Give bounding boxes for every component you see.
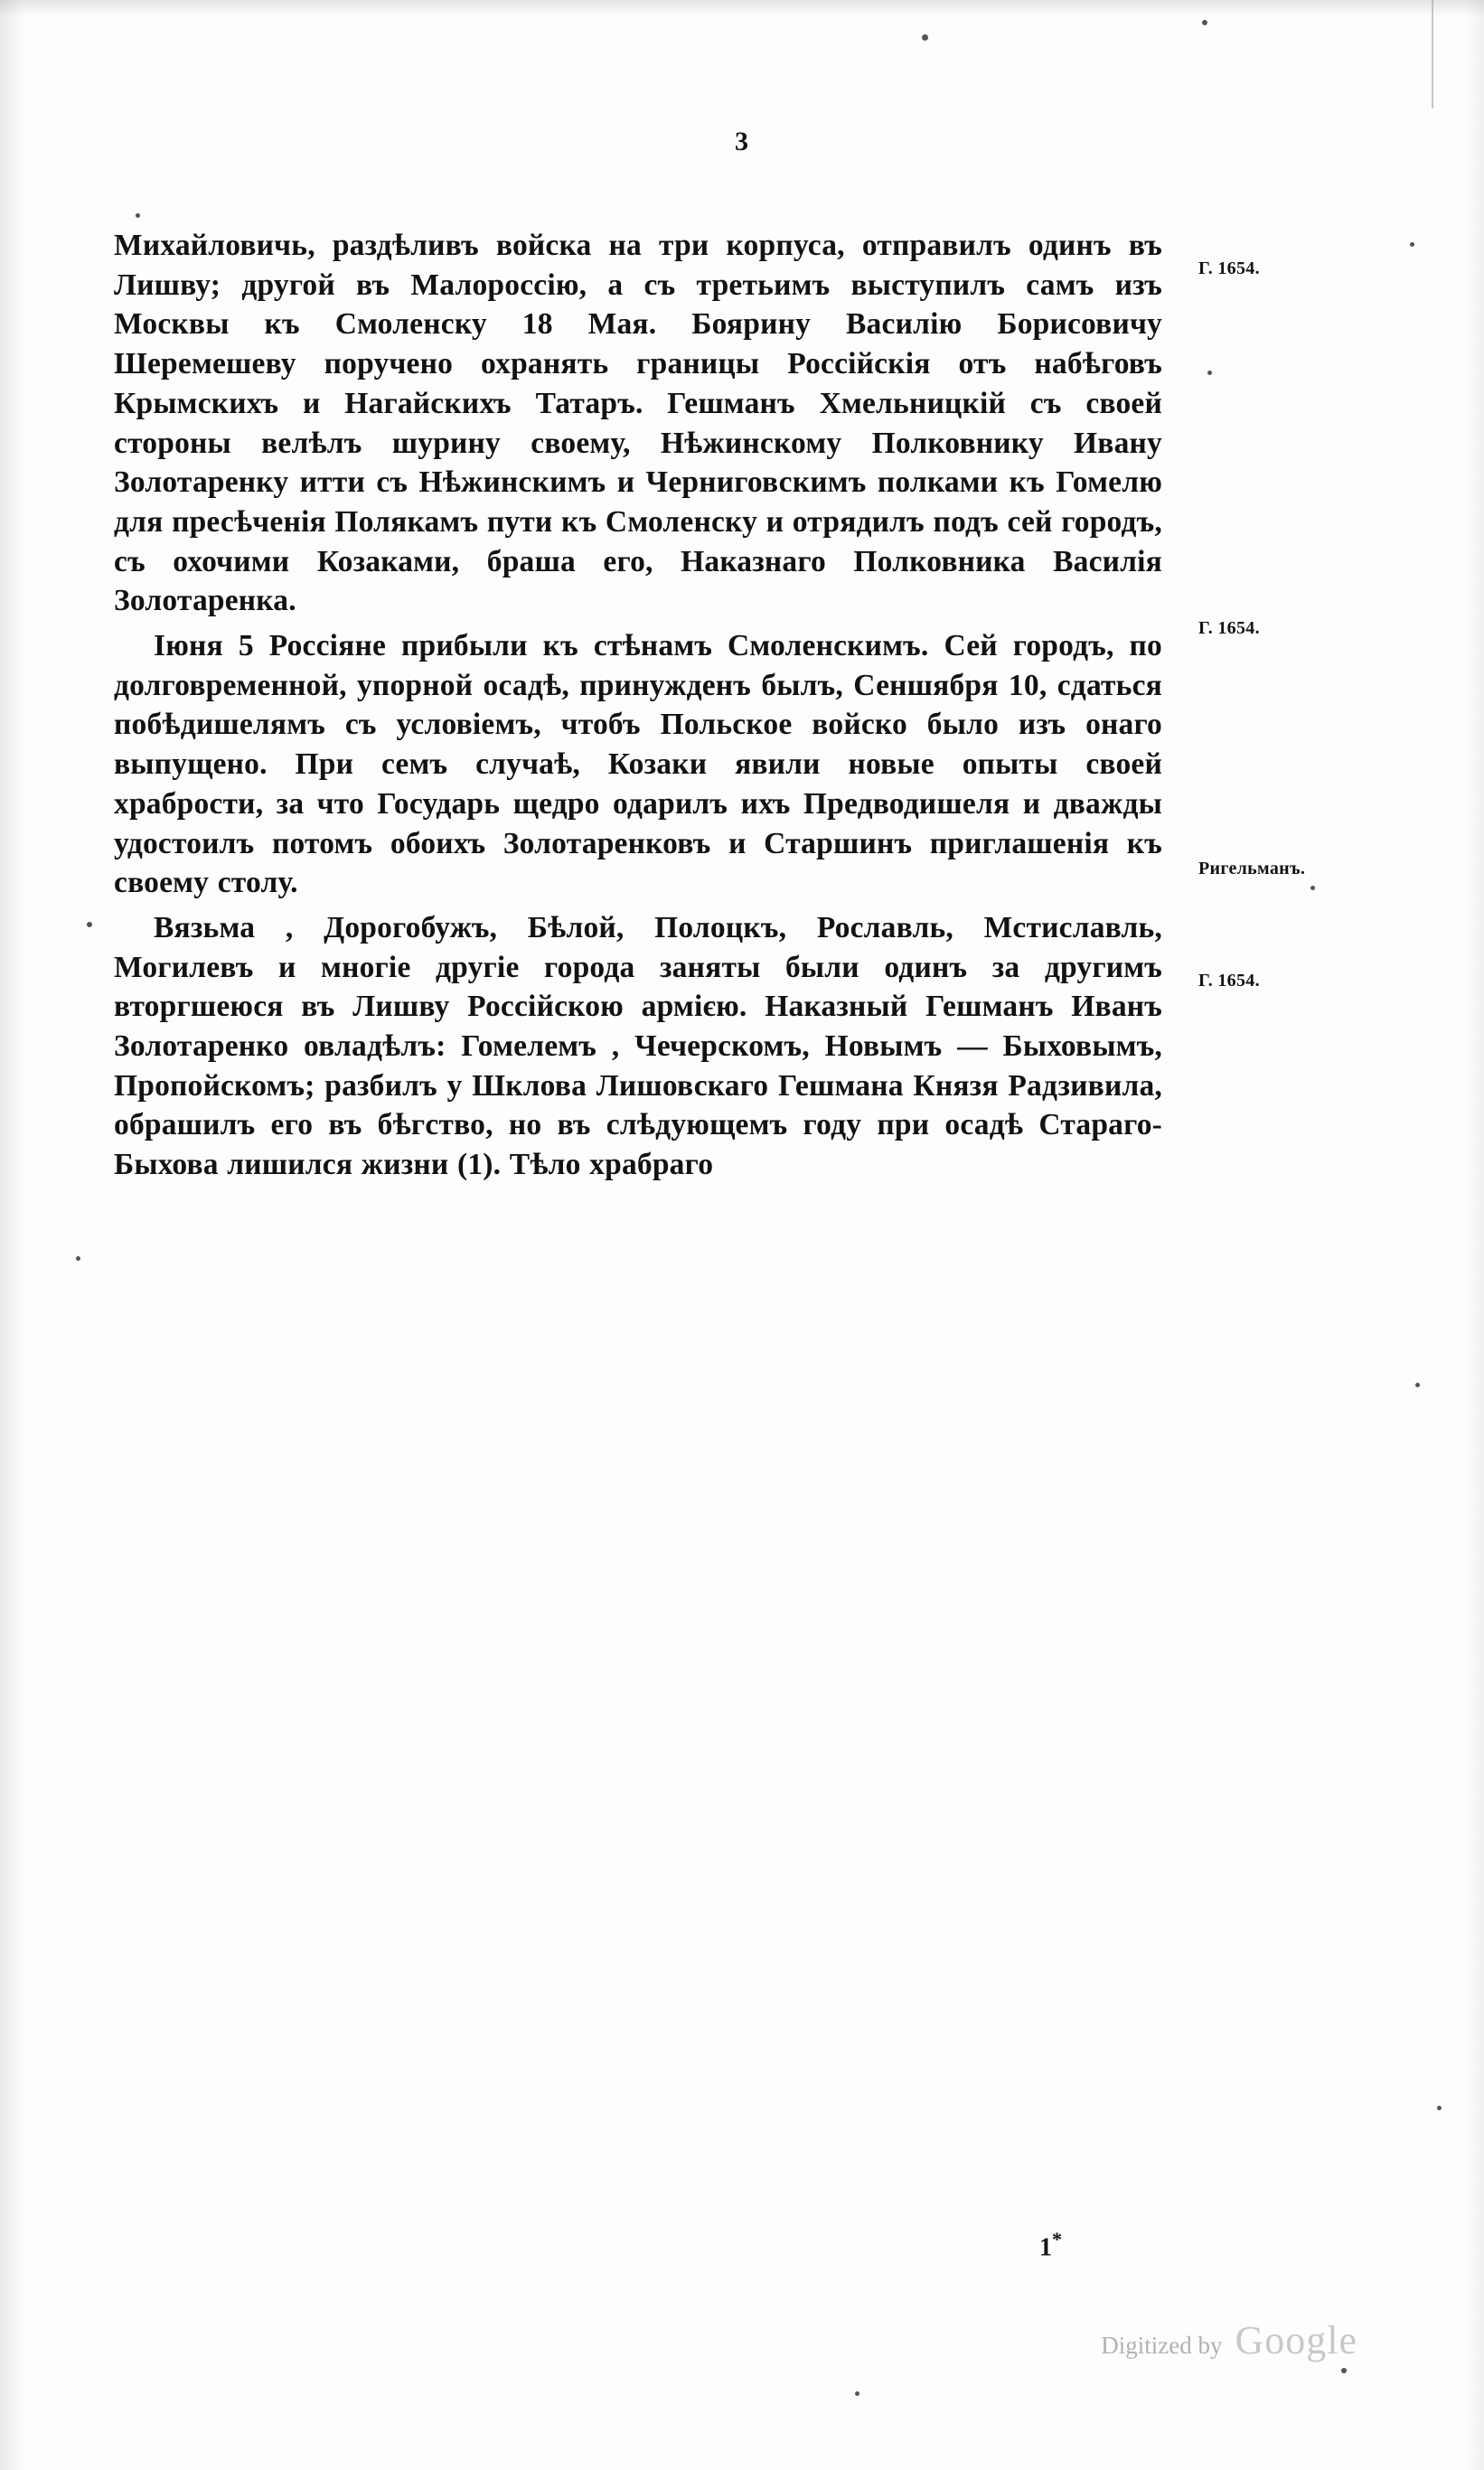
margin-note-year: Г. 1654.: [1198, 258, 1260, 278]
scan-speck: [1410, 242, 1414, 247]
page-number: 3: [735, 127, 749, 156]
paragraph: Вязьма , Дорогобужъ, Бѣлой, Полоцкъ, Рославль, Мстиславль, Могилевъ и многіе другіе города заняты были одинъ за другимъ вторгшеюся въ Лишву Россійскою армією. Наказный Гешманъ Иванъ Золотаренко овладѣлъ: Гомелемъ , Чечерскомъ, Новымъ — Быховымъ, Пропойскомъ; разбилъ у Шклова Лишовскаго Гешмана Князя Радзивила, обрашилъ его въ бѣгство, но въ слѣдующемъ году при осадѣ Стараго-Быхова лишился жизни (1). Тѣло храбраго: [114, 910, 1162, 1182]
signature-mark: [1039, 2228, 1062, 2262]
scan-speck: [1202, 20, 1207, 25]
google-logo: Google: [1235, 2318, 1357, 2362]
paragraph: Михайловичь, раздѣливъ войска на три корпуса, отправилъ одинъ въ Лишву; другой въ Малороссію, а съ третьимъ выступилъ самъ изъ Москвы къ Смоленску 18 Мая. Боярину Василію Борисовичу Шеремешеву поручено охранять границы Россійскія отъ набѣговъ Крымскихъ и Нагайскихъ Татаръ. Гешманъ Хмельницкій съ своей стороны велѣлъ шурину своему, Нѣжинскому Полковнику Ивану Золотаренку итти съ Нѣжинскимъ и Черниговскимъ полками къ Гомелю для пресѣченія Полякамъ пути къ Смоленску и отрядилъ подъ сей городъ, съ охочими Козаками, браша его, Наказнаго Полковника Василія Золотаренка.: [114, 229, 1162, 618]
body-text: [114, 226, 1162, 1190]
scan-speck: [76, 1256, 80, 1261]
margin-note-source: Ригельманъ.: [1198, 859, 1306, 878]
signature-number: 1: [1039, 2233, 1052, 2262]
scan-speck: [1415, 1383, 1420, 1387]
signature-asterisk: *: [1052, 2228, 1062, 2250]
scan-speck: [1310, 886, 1315, 890]
scan-shadow-top: [0, 0, 1484, 16]
scan-speck: [1207, 371, 1212, 375]
scan-shadow-right: [1466, 0, 1484, 2470]
paragraph: Іюня 5 Россіяне прибыли къ стѣнамъ Смоленскимъ. Сей городъ, по долговременной, упорной осадѣ, принужденъ былъ, Сеншября 10, сдаться побѣдишелямъ съ условіемъ, чтобъ Польское войско было изъ онаго выпущено. При семъ случаѣ, Козаки явили новые опыты своей храбрости, за что Государь щедро одарилъ ихъ Предводишеля и дважды удостоилъ потомъ обоихъ Золотаренковъ и Старшинъ приглашенія къ своему столу.: [114, 629, 1162, 900]
scan-speck: [136, 213, 140, 218]
scan-speck: [855, 2391, 859, 2396]
margin-note-year: Г. 1654.: [1198, 971, 1260, 991]
margin-note-year: Г. 1654.: [1198, 618, 1260, 638]
scan-shadow-left: [0, 0, 23, 2470]
scan-speck: [922, 34, 928, 41]
page-edge-rule: [1432, 0, 1433, 108]
digitization-credit: [1101, 2317, 1357, 2363]
scan-speck: [1341, 2368, 1347, 2373]
digitized-by-label: Digitized by: [1101, 2332, 1223, 2359]
scan-speck: [1437, 2106, 1442, 2110]
scan-speck: [87, 922, 92, 927]
